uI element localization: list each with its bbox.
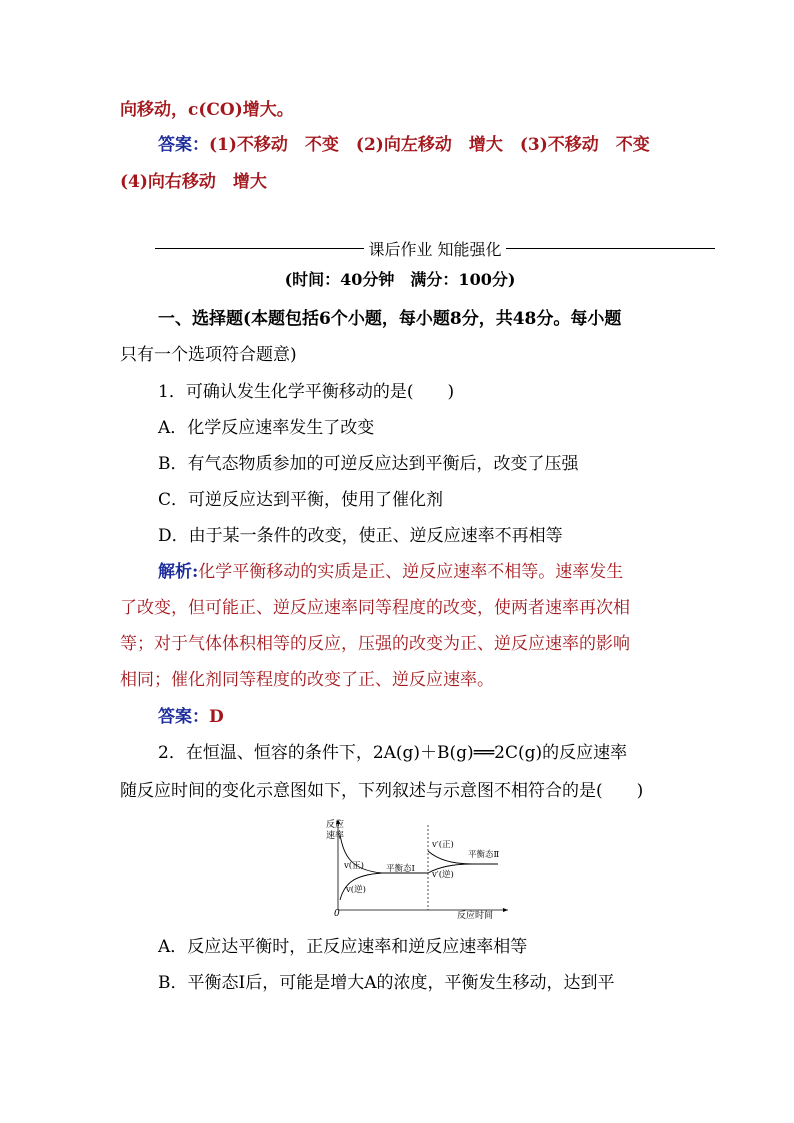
section-separator	[155, 236, 715, 260]
prev-answer-cont: (4)向右移动 增大	[120, 172, 267, 192]
analysis-label: 解析:	[158, 562, 199, 582]
answer-label: 答案：	[158, 707, 209, 727]
separator-rule-left	[155, 248, 364, 249]
q1-analysis-line: 了改变，但可能正、逆反应速率同等程度的改变，使两者速率再次相	[120, 598, 630, 618]
q2-stem: 2．在恒温、恒容的条件下，2A(g)＋B(g)══2C(g)的反应速率	[158, 743, 628, 763]
y-axis-label-1: 反应	[326, 820, 345, 830]
q1-option-d: D．由于某一条件的改变，使正、逆反应速率不再相等	[158, 526, 563, 546]
x-axis-arrow	[503, 908, 508, 912]
q1-stem: 1．可确认发生化学平衡移动的是( )	[158, 382, 455, 402]
origin-label: 0	[334, 909, 340, 919]
q1-analysis	[158, 560, 718, 584]
y-axis-label-2: 速率	[326, 831, 345, 841]
q2-option-b: B．平衡态Ⅰ后，可能是增大A的浓度，平衡发生移动，达到平	[158, 973, 615, 993]
q2-option-a: A．反应达平衡时，正反应速率和逆反应速率相等	[158, 937, 528, 957]
q1-analysis-line: 等；对于气体体积相等的反应，压强的改变为正、逆反应速率的影响	[120, 634, 630, 654]
v-forward-label: v(正)	[344, 861, 364, 871]
x-axis-label: 反应时间	[457, 911, 494, 921]
part1-heading: 一、选择题(本题包括6个小题，每小题8分，共48分。每小题	[158, 309, 622, 329]
v-reverse-label: v(逆)	[346, 885, 366, 895]
state1-label: 平衡态Ⅰ	[386, 864, 415, 874]
q1-option-a: A．化学反应速率发生了改变	[158, 418, 375, 438]
v-reverse-prime-label: v′(逆)	[432, 870, 454, 880]
q1-answer	[158, 705, 718, 729]
part1-heading-cont: 只有一个选项符合题意)	[120, 345, 297, 365]
time-info: (时间：40分钟 满分：100分)	[284, 270, 516, 289]
chart-svg	[322, 815, 512, 923]
q1-analysis-line: 相同；催化剂同等程度的改变了正、逆反应速率。	[120, 670, 494, 690]
separator-rule-right	[506, 248, 715, 249]
prev-explanation-end: 向移动，c(CO)增大。	[120, 100, 294, 120]
analysis-line: 化学平衡移动的实质是正、逆反应速率不相等。速率发生	[198, 562, 624, 582]
answer-label: 答案：	[158, 135, 209, 155]
q2-stem-cont: 随反应时间的变化示意图如下，下列叙述与示意图不相符合的是( )	[120, 781, 644, 801]
q1-option-c: C．可逆反应达到平衡，使用了催化剂	[158, 490, 444, 510]
v-forward-prime-label: v′(正)	[432, 840, 454, 850]
prev-answer	[158, 133, 718, 157]
state2-label: 平衡态Ⅱ	[468, 850, 500, 860]
answer-text: D	[209, 707, 224, 727]
q1-option-b: B．有气态物质参加的可逆反应达到平衡后，改变了压强	[158, 454, 579, 474]
answer-text: (1)不移动 不变 (2)向左移动 增大 (3)不移动 不变	[209, 135, 650, 155]
section-header: 课后作业 知能强化	[368, 239, 502, 259]
rate-time-chart	[322, 815, 512, 923]
